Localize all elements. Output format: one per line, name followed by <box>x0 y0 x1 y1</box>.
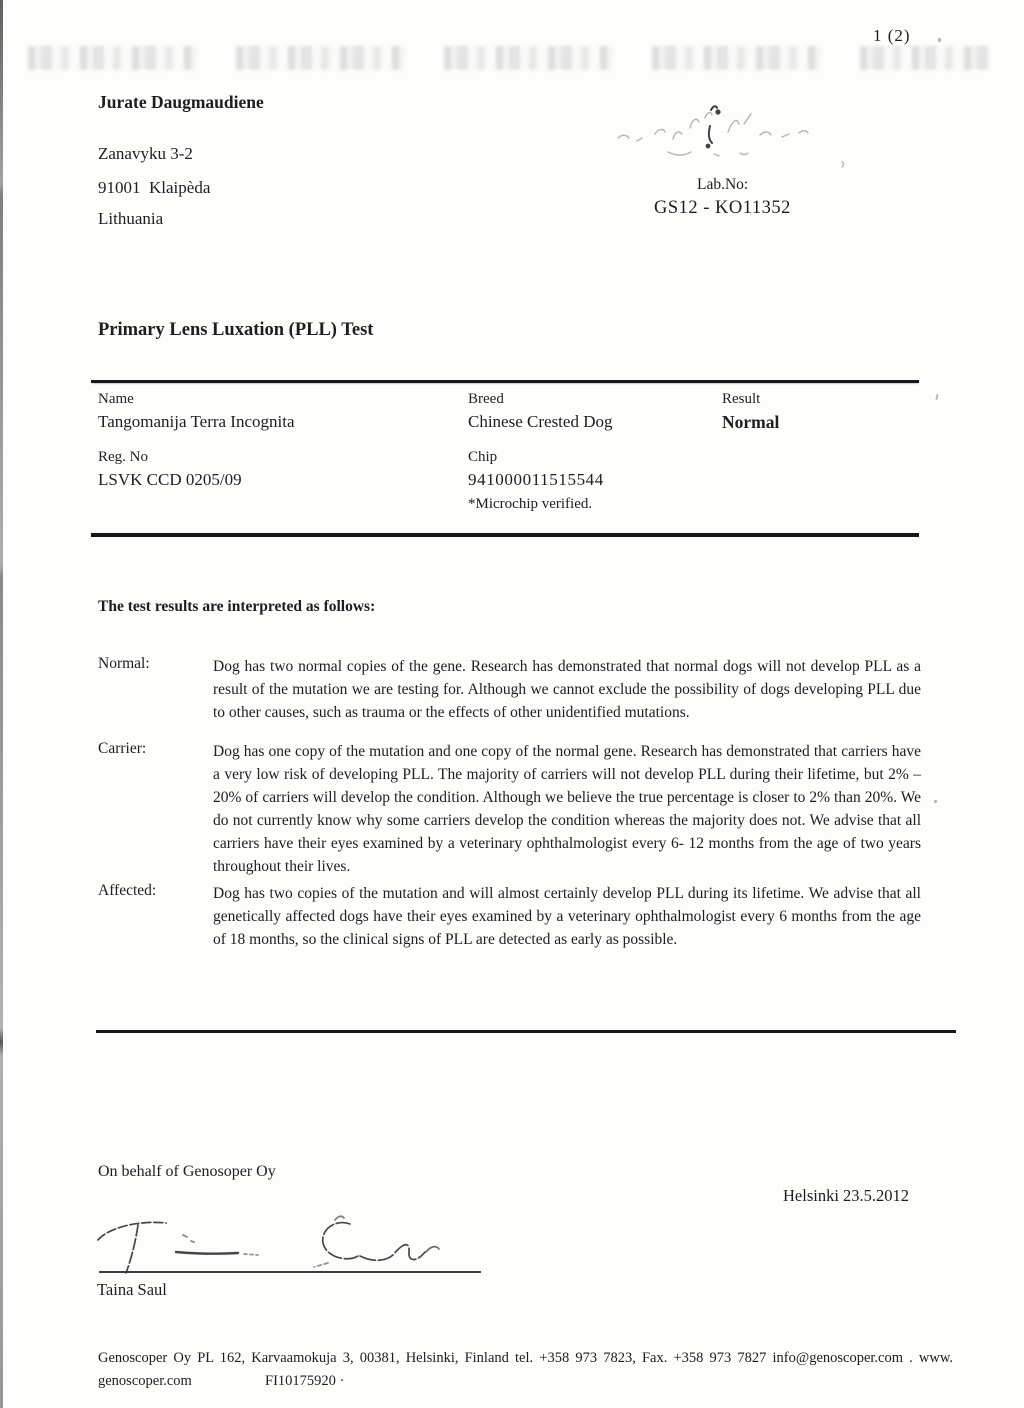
recipient-address-line: 91001 Klaipèda <box>98 178 211 197</box>
footer-website: genoscoper.com <box>98 1373 192 1389</box>
interpretation-text-normal: Dog has two normal copies of the gene. Research has demonstrated that normal dogs will not develop PLL as a result of the mutation we are testing for. Although we cannot exclude the possibility of dogs developing PLL due to other causes, such as trauma or the effects of other unidentified mutations. <box>213 658 921 721</box>
interpretation-label-carrier: Carrier: <box>98 740 147 757</box>
scan-speck <box>934 800 937 803</box>
recipient-name: Jurate Daugmaudiene <box>98 92 264 112</box>
scan-speck <box>935 394 938 400</box>
dog-name-value: Tangomanija Terra Incognita <box>98 412 295 431</box>
result-value: Normal <box>722 412 780 432</box>
interpretation-text-affected: Dog has two copies of the mutation and will almost certainly develop PLL during its lifetime. We advise that all genetically affected dogs have their eyes examined by a veterinary ophthalmologist every 6 months from the age of 18 months, so the clinical signs of PLL are detected as early as possible. <box>213 885 921 948</box>
interpretation-label-affected: Affected: <box>98 882 157 899</box>
breed-value: Chinese Crested Dog <box>468 412 613 431</box>
chip-value: 941000011515544 <box>468 470 604 489</box>
scan-speck <box>938 38 941 42</box>
microchip-verified-note: *Microchip verified. <box>468 496 593 512</box>
interpretation-text-carrier: Dog has one copy of the mutation and one copy of the normal gene. Research has demonstrated that carriers have a very low risk of developing PLL. The majority of carriers will not develop PLL during their lifetime, but 2% – 20% of carriers will develop the condition. Although we believe the true percentage is closer to 2% than 20%. We do not currently know why some carriers develop the condition whereas the majority does not. We advise that all carriers have their eyes examined by a veterinary ophthalmologist every 6- 12 months from the age of two years throughout their lives. <box>213 743 921 875</box>
reg-no-label: Reg. No <box>98 449 148 465</box>
interpretation-label-normal: Normal: <box>98 655 150 672</box>
footer-business-id: FI10175920 · <box>265 1373 345 1389</box>
interpretation-heading: The test results are interpreted as follows: <box>98 598 376 615</box>
column-header-breed: Breed <box>468 391 504 407</box>
handwritten-marks-stamp <box>610 96 860 168</box>
recipient-address-line: Zanavyku 3-2 <box>98 144 193 163</box>
document-title: Primary Lens Luxation (PLL) Test <box>98 320 374 340</box>
chip-label: Chip <box>468 449 498 465</box>
handwritten-signature <box>88 1208 488 1280</box>
signer-name: Taina Saul <box>97 1280 167 1299</box>
scan-ghost-band <box>28 46 990 70</box>
table-rule-bottom <box>91 533 919 537</box>
lab-number-value: GS12 - KO11352 <box>654 198 791 218</box>
table-rule-top <box>91 380 919 383</box>
signature-line <box>99 1271 481 1273</box>
footer-contact-line: Genoscoper Oy PL 162, Karvaamokuja 3, 00381, Helsinki, Finland tel. +358 973 7823, Fax. +358 973 7827 info@genoscoper.com . www. <box>98 1350 953 1366</box>
scan-edge-artifact <box>0 0 3 1408</box>
column-header-result: Result <box>722 391 761 407</box>
place-and-date: Helsinki 23.5.2012 <box>783 1186 910 1205</box>
reg-no-value: LSVK CCD 0205/09 <box>98 470 242 489</box>
lab-number-label: Lab.No: <box>697 176 749 193</box>
column-header-name: Name <box>98 391 134 407</box>
recipient-address-line: Lithuania <box>98 209 164 228</box>
page-number: 1 (2) <box>873 26 911 45</box>
section-divider-rule <box>96 1030 956 1033</box>
on-behalf-text: On behalf of Genosoper Oy <box>98 1163 276 1180</box>
